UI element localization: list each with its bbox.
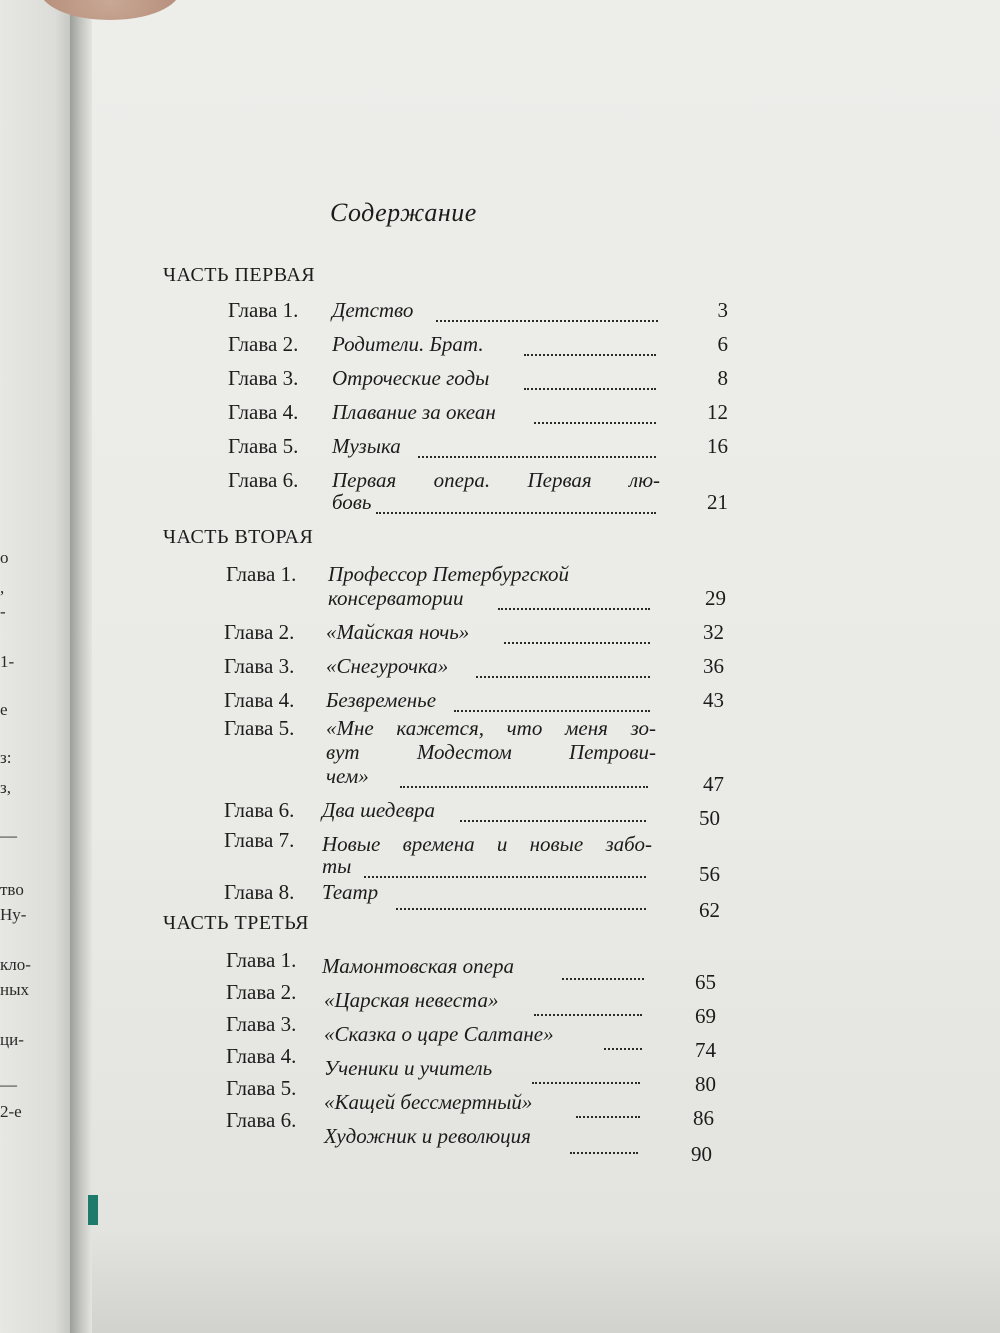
- page-number: 50: [699, 806, 720, 830]
- chapter-title: Плавание за океан: [332, 400, 496, 424]
- chapter-title-word: и: [496, 832, 508, 856]
- chapter-title: «Царская невеста»: [324, 988, 499, 1012]
- toc-entry[interactable]: [224, 654, 724, 684]
- chapter-title: «Кащей бессмертный»: [324, 1090, 533, 1114]
- chapter-title-word: Модестом: [416, 740, 512, 764]
- chapter-title-word: новые: [529, 832, 584, 856]
- left-fragment: з,: [0, 778, 11, 797]
- toc-entry[interactable]: [228, 366, 728, 396]
- chapter-title-word: «Мне: [326, 716, 374, 740]
- page-number: 16: [707, 434, 728, 458]
- toc-entry[interactable]: [228, 298, 728, 328]
- page-number: 43: [703, 688, 724, 712]
- chapter-title: Профессор Петербургской: [328, 562, 570, 586]
- chapter-title-line: бовь: [332, 490, 372, 514]
- dot-leader: [504, 632, 650, 644]
- toc-entry[interactable]: [224, 620, 724, 650]
- dot-leader: [376, 502, 656, 514]
- chapter-label: Глава 1.: [226, 948, 297, 972]
- part-heading: ЧАСТЬ ТРЕТЬЯ: [163, 912, 310, 934]
- chapter-label: Глава 4.: [224, 688, 295, 712]
- dot-leader: [498, 598, 650, 610]
- toc-entry[interactable]: [226, 562, 726, 618]
- chapter-title-line: чем»: [326, 764, 369, 788]
- chapter-label: Глава 6.: [226, 1108, 297, 1132]
- left-fragment: —: [0, 1075, 17, 1094]
- chapter-label: Глава 5.: [228, 434, 299, 458]
- part-heading: ЧАСТЬ ПЕРВАЯ: [163, 264, 316, 286]
- chapter-title: Безвременье: [326, 688, 437, 712]
- dot-leader: [364, 866, 646, 878]
- chapter-title: Мамонтовская опера: [322, 954, 514, 978]
- toc-entry[interactable]: [228, 400, 728, 430]
- chapter-title-line: [326, 740, 656, 765]
- page-number: 29: [705, 586, 726, 610]
- toc-entry[interactable]: [228, 468, 728, 524]
- chapter-label: Глава 5.: [226, 1076, 297, 1100]
- chapter-label: Глава 8.: [224, 880, 295, 904]
- left-fragment: 2-е: [0, 1102, 22, 1121]
- chapter-label: Глава 2.: [228, 332, 299, 356]
- chapter-title-word: Первая: [332, 468, 397, 492]
- dot-leader: [562, 968, 644, 980]
- chapter-label: Глава 1.: [228, 298, 299, 322]
- toc-entry[interactable]: [224, 688, 724, 718]
- toc-entry[interactable]: [228, 332, 728, 362]
- page-number: 65: [695, 970, 716, 994]
- page-number: 90: [691, 1142, 712, 1166]
- chapter-title-word: что: [506, 716, 543, 740]
- dot-leader: [454, 700, 650, 712]
- chapter-title-line: консерватории: [328, 586, 464, 610]
- chapter-title-word: кажется,: [396, 716, 484, 740]
- toc-entry[interactable]: [224, 828, 724, 884]
- chapter-title-line: [326, 716, 656, 741]
- chapter-label: Глава 4.: [228, 400, 299, 424]
- chapter-title-line: ты: [322, 854, 352, 878]
- chapter-label: Глава 3.: [224, 654, 295, 678]
- chapter-title-word: лю-: [629, 468, 660, 492]
- left-fragment: ,: [0, 578, 5, 597]
- dot-leader: [460, 810, 646, 822]
- chapter-title: «Снегурочка»: [326, 654, 449, 678]
- chapter-title-word: времена: [402, 832, 475, 856]
- page-number: 8: [717, 366, 728, 390]
- page-number: 69: [695, 1004, 716, 1028]
- chapter-label: Глава 5.: [224, 716, 295, 740]
- left-fragment: ных: [0, 980, 30, 999]
- toc-title: Содержание: [330, 198, 477, 227]
- chapter-title-word: опера.: [433, 468, 491, 492]
- part-heading: ЧАСТЬ ВТОРАЯ: [163, 526, 314, 548]
- dot-leader: [436, 310, 658, 322]
- left-fragment: е: [0, 700, 8, 719]
- dot-leader: [524, 378, 656, 390]
- left-fragment: 1-: [0, 652, 15, 671]
- left-fragment: тво: [0, 880, 24, 899]
- chapter-title: «Сказка о царе Салтане»: [324, 1022, 554, 1046]
- page-number: 12: [707, 400, 728, 424]
- dot-leader: [418, 446, 656, 458]
- chapter-title-line: [332, 468, 660, 493]
- toc-entry[interactable]: [228, 434, 728, 464]
- dot-leader: [396, 898, 646, 910]
- page-number: 80: [695, 1072, 716, 1096]
- left-fragment: -: [0, 602, 6, 621]
- chapter-label: Глава 2.: [226, 980, 297, 1004]
- chapter-title: Родители. Брат.: [332, 332, 484, 356]
- dot-leader: [524, 344, 656, 356]
- page-number: 86: [693, 1106, 714, 1130]
- chapter-title-word: Первая: [527, 468, 592, 492]
- page-number: 3: [717, 298, 728, 322]
- toc-entry[interactable]: [224, 716, 724, 796]
- chapter-title: «Майская ночь»: [326, 620, 470, 644]
- chapter-label: Глава 7.: [224, 828, 295, 852]
- dot-leader: [400, 776, 648, 788]
- chapter-label: Глава 3.: [228, 366, 299, 390]
- chapter-title-word: зо-: [630, 716, 656, 740]
- chapter-title-word: Петрови-: [569, 740, 656, 764]
- chapter-title-word: забо-: [605, 832, 652, 856]
- left-fragment: Ну-: [0, 905, 27, 924]
- left-fragment: кло-: [0, 955, 31, 974]
- chapter-label: Глава 4.: [226, 1044, 297, 1068]
- chapter-label: Глава 6.: [224, 798, 295, 822]
- toc-entry[interactable]: [224, 798, 724, 828]
- chapter-title-word: меня: [565, 716, 608, 740]
- page-number: 32: [703, 620, 724, 644]
- toc-entry[interactable]: [226, 1108, 726, 1166]
- chapter-label: Глава 6.: [228, 468, 299, 492]
- chapter-label: Глава 2.: [224, 620, 295, 644]
- dot-leader: [476, 666, 650, 678]
- page-number: 56: [699, 862, 720, 886]
- chapter-label: Глава 1.: [226, 562, 297, 586]
- toc-entry[interactable]: [224, 880, 724, 922]
- chapter-title-word: Новые: [322, 832, 381, 856]
- page-number: 21: [707, 490, 728, 514]
- chapter-title: Два шедевра: [322, 798, 436, 822]
- page-number: 74: [695, 1038, 716, 1062]
- chapter-title: Отроческие годы: [332, 366, 490, 390]
- dot-leader: [570, 1142, 638, 1154]
- left-fragment: о: [0, 548, 9, 567]
- left-fragment: ци-: [0, 1030, 24, 1049]
- left-fragment: —: [0, 826, 17, 845]
- chapter-label: Глава 3.: [226, 1012, 297, 1036]
- chapter-title-word: вут: [326, 740, 360, 764]
- page-number: 62: [699, 898, 720, 922]
- chapter-title: Театр: [322, 880, 379, 904]
- chapter-title: Музыка: [332, 434, 401, 458]
- chapter-title-line: [322, 832, 652, 857]
- page-number: 47: [703, 772, 724, 796]
- page-number: 36: [703, 654, 724, 678]
- dot-leader: [534, 412, 656, 424]
- chapter-title: Художник и революция: [324, 1124, 531, 1148]
- page-number: 6: [717, 332, 728, 356]
- chapter-title: Детство: [332, 298, 414, 322]
- chapter-title: Ученики и учитель: [324, 1056, 493, 1080]
- left-fragment: з:: [0, 748, 12, 767]
